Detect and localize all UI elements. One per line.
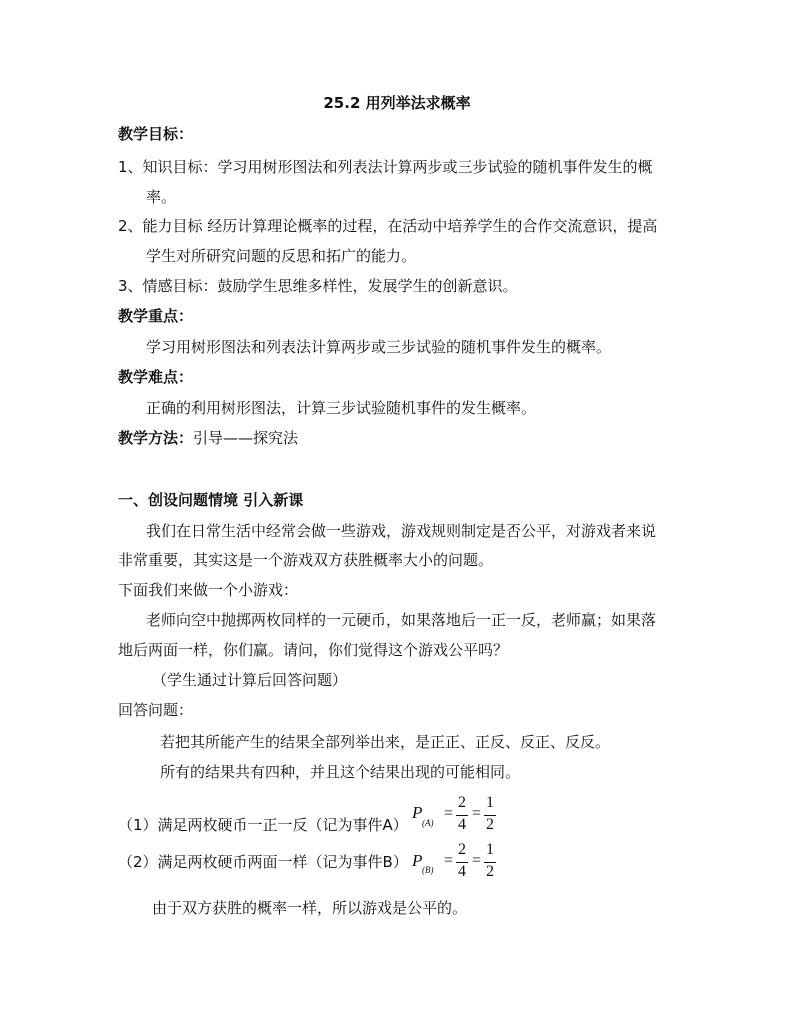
- answer-line-2: 所有的结果共有四种，并且这个结果出现的可能相同。: [160, 763, 521, 781]
- objective-1-line-2: 率。: [146, 188, 177, 206]
- formula-b-equals-1: =: [444, 852, 454, 869]
- formula-a: [412, 794, 502, 840]
- formula-b-equals-2: =: [472, 852, 482, 869]
- formula-a-den-2: 2: [486, 816, 494, 833]
- formula-b: [412, 840, 502, 886]
- formula-a-sub: (A): [422, 818, 434, 828]
- formula-b-den-1: 4: [458, 863, 466, 880]
- formula-a-num-1: 2: [458, 794, 466, 811]
- objectives-heading: 教学目标：: [118, 125, 194, 143]
- formula-a-equals-1: =: [444, 805, 454, 822]
- formula-a-equals-2: =: [472, 805, 482, 822]
- case-1: （1）满足两枚硬币一正一反（记为事件A）: [118, 816, 408, 834]
- formula-b-den-2: 2: [486, 863, 494, 880]
- objective-1-line-1: 1、知识目标：学习用树形图法和列表法计算两步或三步试验的随机事件发生的概: [118, 158, 653, 176]
- formula-b-num-2: 1: [486, 841, 494, 858]
- key-points-text: 学习用树形图法和列表法计算两步或三步试验的随机事件发生的概率。: [146, 338, 612, 356]
- formula-b-num-1: 2: [458, 841, 466, 858]
- formula-a-p: P: [412, 803, 423, 822]
- section-1-para-1-line-1: 我们在日常生活中经常会做一些游戏，游戏规则制定是否公平，对游戏者来说: [146, 522, 657, 540]
- method-text: 引导——探究法: [193, 429, 299, 447]
- objective-2-line-1: 2、能力目标 经历计算理论概率的过程，在活动中培养学生的合作交流意识，提高: [118, 217, 658, 235]
- section-1-para-3-line-1: 老师向空中抛掷两枚同样的一元硬币，如果落地后一正一反，老师赢；如果落: [146, 611, 657, 629]
- method-heading: 教学方法：: [118, 429, 194, 447]
- section-1-para-3-line-2: 地后两面一样，你们赢。请问，你们觉得这个游戏公平吗？: [118, 641, 509, 659]
- formula-a-den-1: 4: [458, 816, 466, 833]
- difficulties-text: 正确的利用树形图法，计算三步试验随机事件的发生概率。: [146, 399, 537, 417]
- section-1-para-1-line-2: 非常重要，其实这是一个游戏双方获胜概率大小的问题。: [118, 551, 494, 569]
- formula-b-p: P: [412, 851, 423, 870]
- case-2: （2）满足两枚硬币两面一样（记为事件B）: [118, 853, 408, 871]
- method-line: [118, 428, 298, 448]
- difficulties-heading: 教学难点：: [118, 368, 194, 386]
- formula-a-num-2: 1: [486, 794, 494, 811]
- answer-label: 回答问题：: [118, 701, 194, 719]
- page-title: 25.2 用列举法求概率: [323, 94, 471, 112]
- key-points-heading: 教学重点：: [118, 307, 194, 325]
- formula-b-sub: (B): [422, 865, 434, 875]
- answer-line-1: 若把其所能产生的结果全部列举出来，是正正、正反、反正、反反。: [160, 733, 611, 751]
- objective-3: 3、情感目标：鼓励学生思维多样性，发展学生的创新意识。: [118, 277, 518, 295]
- objective-2-line-2: 学生对所研究问题的反思和拓广的能力。: [146, 247, 417, 265]
- student-note: （学生通过计算后回答问题）: [152, 671, 348, 689]
- section-1-para-2: 下面我们来做一个小游戏：: [118, 581, 299, 599]
- conclusion: 由于双方获胜的概率一样，所以游戏是公平的。: [152, 899, 468, 917]
- section-1-heading: 一、创设问题情境 引入新课: [118, 491, 304, 509]
